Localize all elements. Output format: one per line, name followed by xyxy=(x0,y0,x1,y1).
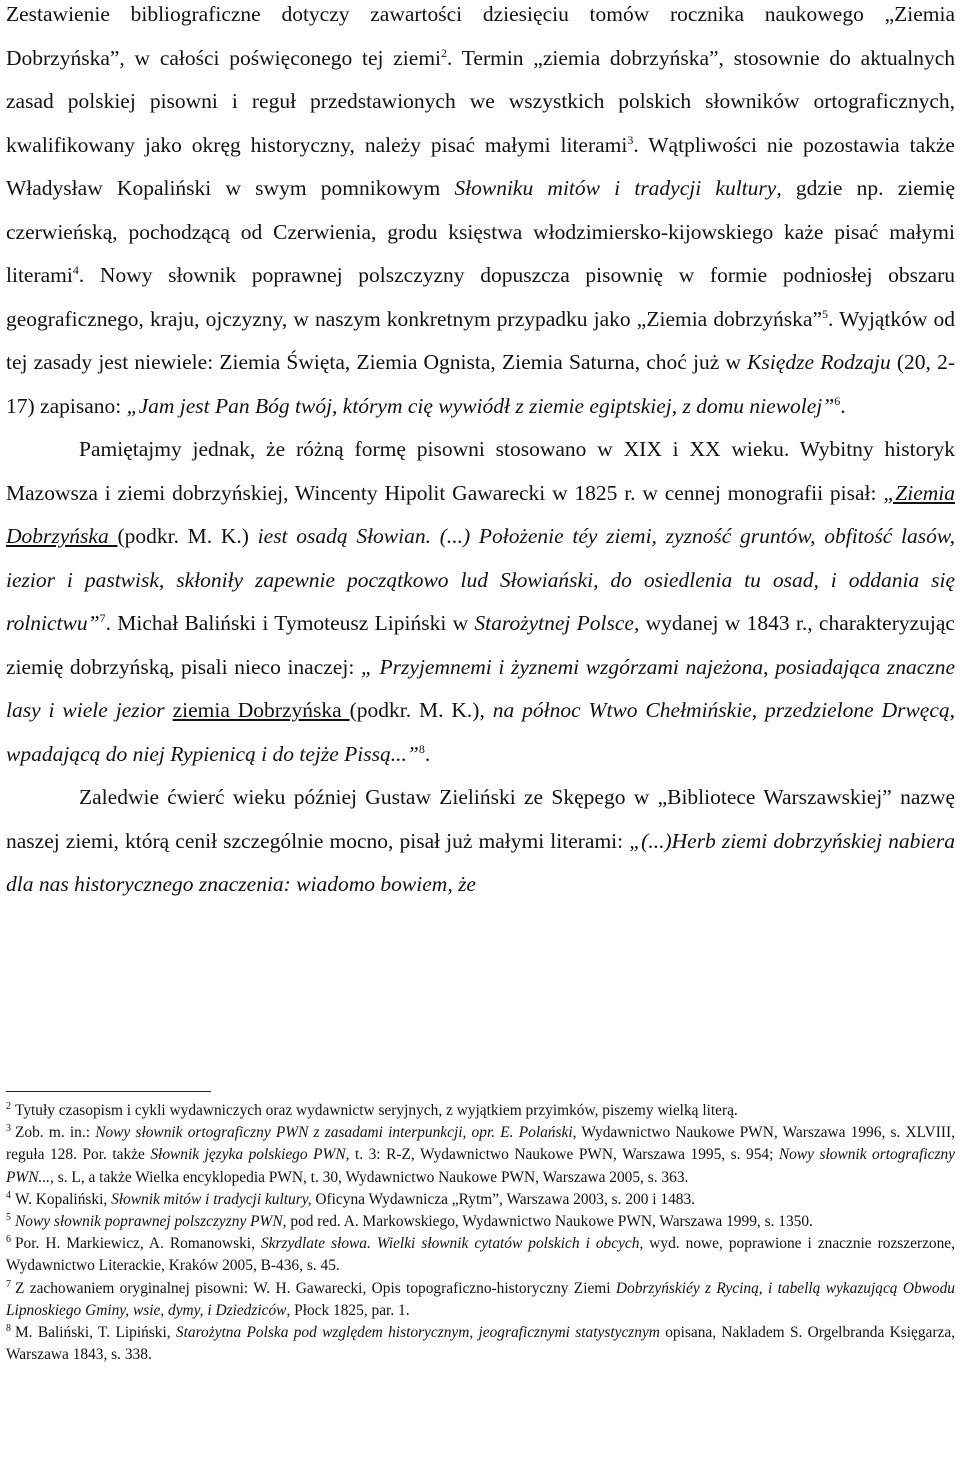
footnote-number: 8 xyxy=(6,1322,11,1334)
text-run: W. Kopaliński, xyxy=(15,1190,112,1208)
footnote xyxy=(6,1278,955,1322)
text-run: M. Baliński, T. Lipiński, xyxy=(15,1324,176,1342)
text-run: „Ziemia Dobrzyńska xyxy=(6,480,955,548)
text-run: , wyd. nowe, poprawione i znacznie rozszerzone, Wydawnictwo Literackie, Kraków 2005, B-436, s. 45. xyxy=(6,1235,955,1275)
paragraph xyxy=(6,0,955,428)
text-run: . xyxy=(840,393,846,418)
footnote-ref: 5 xyxy=(822,306,828,321)
text-run: . Michał Baliński i Tymoteusz Lipiński w xyxy=(105,611,475,635)
paragraph xyxy=(6,776,955,907)
main-text xyxy=(6,0,955,907)
text-run: Tytuły czasopism i cykli wydawniczych oraz wydawnictw seryjnych, z wyjątkiem przyimków, piszemy wielką literą. xyxy=(15,1102,738,1119)
text-run: Nowy słownik poprawnej polszczyzny PWN, xyxy=(15,1213,287,1231)
footnote-number: 7 xyxy=(6,1278,11,1290)
text-run: . Nowy słownik poprawnej polszczyzny dopuszcza pisownię w formie podniosłej obszaru geograficznego, kraju, ojczyzny, w naszym konkretnym przypadku jako „Ziemia dobrzyńska” xyxy=(6,263,955,331)
footnote-number: 3 xyxy=(6,1123,11,1135)
text-run: ziemia Dobrzyńska xyxy=(172,698,350,722)
text-run: Skrzydlate słowa. Wielki słownik cytatów polskich i obcych xyxy=(260,1235,640,1253)
footnote-number: 2 xyxy=(6,1100,11,1112)
footnote-number: 5 xyxy=(6,1211,11,1223)
text-run: (podkr. M. K.), xyxy=(349,698,493,722)
text-run: Starożytnej Polsce, xyxy=(474,611,640,635)
text-run: . Termin „ziemia dobrzyńska”, stosownie do aktualnych zasad polskiej pisowni i reguł przedstawionych we wszystkich polskich słowników ortograficznych, kwalifikowany jako okręg historyczny, należy pisać małymi literami xyxy=(6,45,956,157)
text-run: Starożytna Polska pod względem historycznym, jeograficznymi statystycznym xyxy=(175,1324,660,1342)
text-run: wydanej w 1843 r., charakteryzując ziemię dobrzyńską, pisali nieco inaczej: xyxy=(6,611,955,679)
text-run: , s. L, a także Wielka encyklopedia PWN, t. 30, Wydawnictwo Naukowe PWN, Warszawa 2005, s. 363. xyxy=(50,1168,689,1186)
text-run: Z zachowaniem oryginalnej pisowni: W. H. Gawarecki, Opis topograficzno-historyczny Ziemi xyxy=(15,1279,616,1297)
footnote-ref: 8 xyxy=(418,741,425,756)
footnote xyxy=(6,1122,955,1189)
text-run: Pamiętajmy jednak, że różną formę pisowni stosowano w XIX i XX wieku. Wybitny historyk Mazowsza i ziemi dobrzyńskiej, Wincenty Hipolit Gawarecki w 1825 r. w cennej monografii pisał: xyxy=(6,437,955,505)
text-run: „(...)Herb ziemi dobrzyńskiej nabiera dla nas historycznego znaczenia: wiadomo bowiem, że xyxy=(6,828,956,896)
footnote xyxy=(6,1233,955,1277)
text-run: Słownik języka polskiego PWN xyxy=(150,1146,346,1164)
text-run: , Płock 1825, par. 1. xyxy=(286,1301,410,1319)
text-run: . Wątpliwości nie pozostawia także Władysław Kopaliński w swym pomnikowym xyxy=(6,132,955,200)
text-run: , Wydawnictwo Naukowe PWN, Warszawa 1996, s. XLVIII, reguła 128. Por. także xyxy=(6,1124,955,1164)
text-run: „ Przyjemnemi i żyznemi wzgórzami najeżona, posiadająca znaczne lasy i wiele jezior xyxy=(6,654,955,722)
text-run: (20, 2-17) zapisano: xyxy=(6,350,955,418)
text-run: Zestawienie bibliograficzne dotyczy zawartości dziesięciu tomów rocznika naukowego „Ziemia Dobrzyńska”, w całości poświęconego tej ziemi xyxy=(6,2,955,70)
text-run: iest osadą Słowian. (...) Położenie téy ziemi, zyzność gruntów, obfitość lasów, iezior i pastwisk, skłoniły zapewnie początkowo lud Słowiański, do osiedlenia tu osad, i oddania się rolnictwu” xyxy=(6,524,955,635)
footnote-ref: 3 xyxy=(627,132,634,147)
text-run: Dobrzyńskiéy z Ryciną, i tabellą wykazującą Obwodu Lipnoskiego Gminy, wsie, dymy, i Dziedziców xyxy=(6,1279,955,1319)
text-run: Por. H. Markiewicz, A. Romanowski, xyxy=(15,1235,261,1253)
text-run: . xyxy=(424,741,431,766)
footnote-ref: 2 xyxy=(441,45,448,60)
footnote xyxy=(6,1211,955,1233)
text-run: Zob. m. in.: xyxy=(15,1124,96,1142)
text-run: Słowniku mitów i tradycji kultury xyxy=(454,176,777,200)
text-run: Oficyna Wydawnicza „Rytm”, Warszawa 2003, s. 200 i 1483. xyxy=(311,1190,696,1208)
text-run: , gdzie np. ziemię czerwieńską, pochodzącą od Czerwienia, grodu księstwa włodzimiersko-kijowskiego każe pisać małymi literami xyxy=(6,176,956,287)
footnote-number: 6 xyxy=(6,1234,11,1246)
footnotes xyxy=(6,1100,955,1366)
paragraph xyxy=(6,428,955,776)
text-run: Nowy słownik ortograficzny PWN z zasadami interpunkcji, opr. E. Polański xyxy=(95,1124,573,1142)
footnote xyxy=(6,1189,955,1211)
text-run: Nowy słownik ortograficzny PWN... xyxy=(6,1146,955,1186)
text-run: opisana, Nakladem S. Orgelbranda Księgarza, Warszawa 1843, s. 338. xyxy=(6,1324,955,1364)
text-run: na północ Wtwo Chełmińskie, przedzielone Drwęcą, wpadającą do niej Rypienicą i do tejże Pissą...” xyxy=(6,698,956,766)
footnote-ref: 7 xyxy=(99,610,106,625)
text-run: Słownik mitów i tradycji kultury, xyxy=(111,1190,312,1208)
text-run: , t. 3: R-Z, Wydawnictwo Naukowe PWN, Warszawa 1995, s. 954; xyxy=(345,1146,779,1164)
footnote-separator xyxy=(6,1091,211,1092)
footnote xyxy=(6,1322,955,1366)
text-run: „Jam jest Pan Bóg twój, którym cię wywiódł z ziemie egiptskiej, z domu niewolej” xyxy=(126,393,835,418)
text-run: Księdze Rodzaju xyxy=(747,350,891,374)
text-run: . Wyjątków od tej zasady jest niewiele: Ziemia Święta, Ziemia Ognista, Ziemia Saturna, choć już w xyxy=(6,306,955,374)
text-run: Zaledwie ćwierć wieku później Gustaw Zieliński ze Skępego w „Bibliotece Warszawskiej” nazwę naszej ziemi, którą cenił szczególnie mocno, pisał już małymi literami: xyxy=(6,785,955,853)
text-run: (podkr. M. K.) xyxy=(117,524,258,548)
footnote-number: 4 xyxy=(6,1189,11,1201)
footnote xyxy=(6,1100,955,1122)
footnote-ref: 4 xyxy=(72,262,79,277)
footnote-ref: 6 xyxy=(834,393,841,408)
text-run: pod red. A. Markowskiego, Wydawnictwo Naukowe PWN, Warszawa 1999, s. 1350. xyxy=(286,1213,813,1231)
